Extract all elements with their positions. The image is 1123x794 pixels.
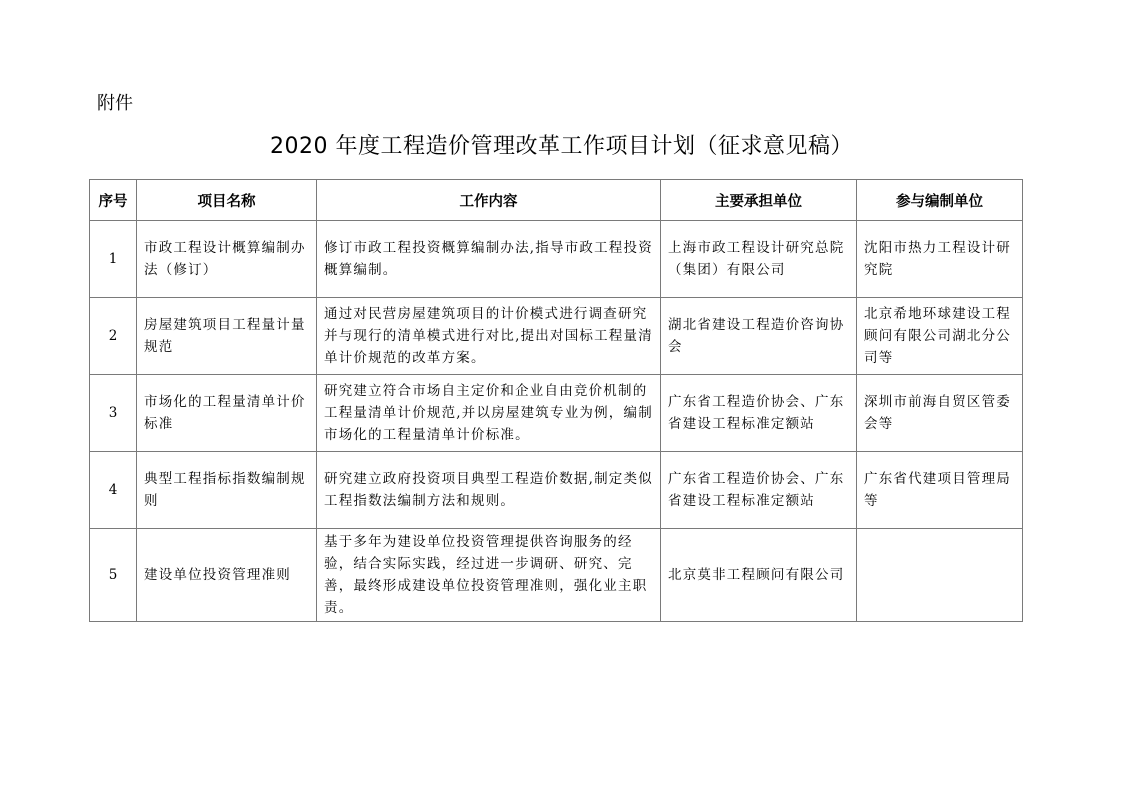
work-content: 研究建立政府投资项目典型工程造价数据,制定类似工程指数法编制方法和规则。 — [317, 452, 661, 529]
participating-unit: 广东省代建项目管理局等 — [857, 452, 1023, 529]
header-project-name: 项目名称 — [137, 180, 317, 221]
header-lead-unit: 主要承担单位 — [661, 180, 857, 221]
participating-unit: 沈阳市热力工程设计研究院 — [857, 221, 1023, 298]
work-content: 修订市政工程投资概算编制办法,指导市政工程投资概算编制。 — [317, 221, 661, 298]
header-participating-unit: 参与编制单位 — [857, 180, 1023, 221]
table-row — [90, 375, 1023, 452]
work-content: 研究建立符合市场自主定价和企业自由竞价机制的工程量清单计价规范,并以房屋建筑专业为例，编制市场化的工程量清单计价标准。 — [317, 375, 661, 452]
row-number: 3 — [90, 375, 137, 452]
document-title: 2020 年度工程造价管理改革工作项目计划（征求意见稿） — [270, 134, 853, 159]
project-name: 市政工程设计概算编制办法（修订） — [137, 221, 317, 298]
header-work-content: 工作内容 — [317, 180, 661, 221]
work-content: 通过对民营房屋建筑项目的计价模式进行调查研究并与现行的清单模式进行对比,提出对国标工程量清单计价规范的改革方案。 — [317, 298, 661, 375]
lead-unit: 湖北省建设工程造价咨询协会 — [661, 298, 857, 375]
project-name: 建设单位投资管理准则 — [137, 529, 317, 622]
lead-unit: 广东省工程造价协会、广东省建设工程标准定额站 — [661, 375, 857, 452]
table-row — [90, 529, 1023, 622]
participating-unit: 深圳市前海自贸区管委会等 — [857, 375, 1023, 452]
project-name: 房屋建筑项目工程量计量规范 — [137, 298, 317, 375]
table-row — [90, 452, 1023, 529]
row-number: 5 — [90, 529, 137, 622]
participating-unit — [857, 529, 1023, 622]
attachment-label: 附件 — [97, 93, 133, 114]
row-number: 2 — [90, 298, 137, 375]
project-plan-table — [89, 179, 1023, 622]
table-header-row — [90, 180, 1023, 221]
row-number: 1 — [90, 221, 137, 298]
lead-unit: 上海市政工程设计研究总院（集团）有限公司 — [661, 221, 857, 298]
table-row — [90, 298, 1023, 375]
work-content: 基于多年为建设单位投资管理提供咨询服务的经验，结合实际实践，经过进一步调研、研究、完善，最终形成建设单位投资管理准则，强化业主职责。 — [317, 529, 661, 622]
lead-unit: 北京莫非工程顾问有限公司 — [661, 529, 857, 622]
table-row — [90, 221, 1023, 298]
row-number: 4 — [90, 452, 137, 529]
header-no: 序号 — [90, 180, 137, 221]
participating-unit: 北京希地环球建设工程顾问有限公司湖北分公司等 — [857, 298, 1023, 375]
project-name: 市场化的工程量清单计价标准 — [137, 375, 317, 452]
project-name: 典型工程指标指数编制规则 — [137, 452, 317, 529]
lead-unit: 广东省工程造价协会、广东省建设工程标准定额站 — [661, 452, 857, 529]
